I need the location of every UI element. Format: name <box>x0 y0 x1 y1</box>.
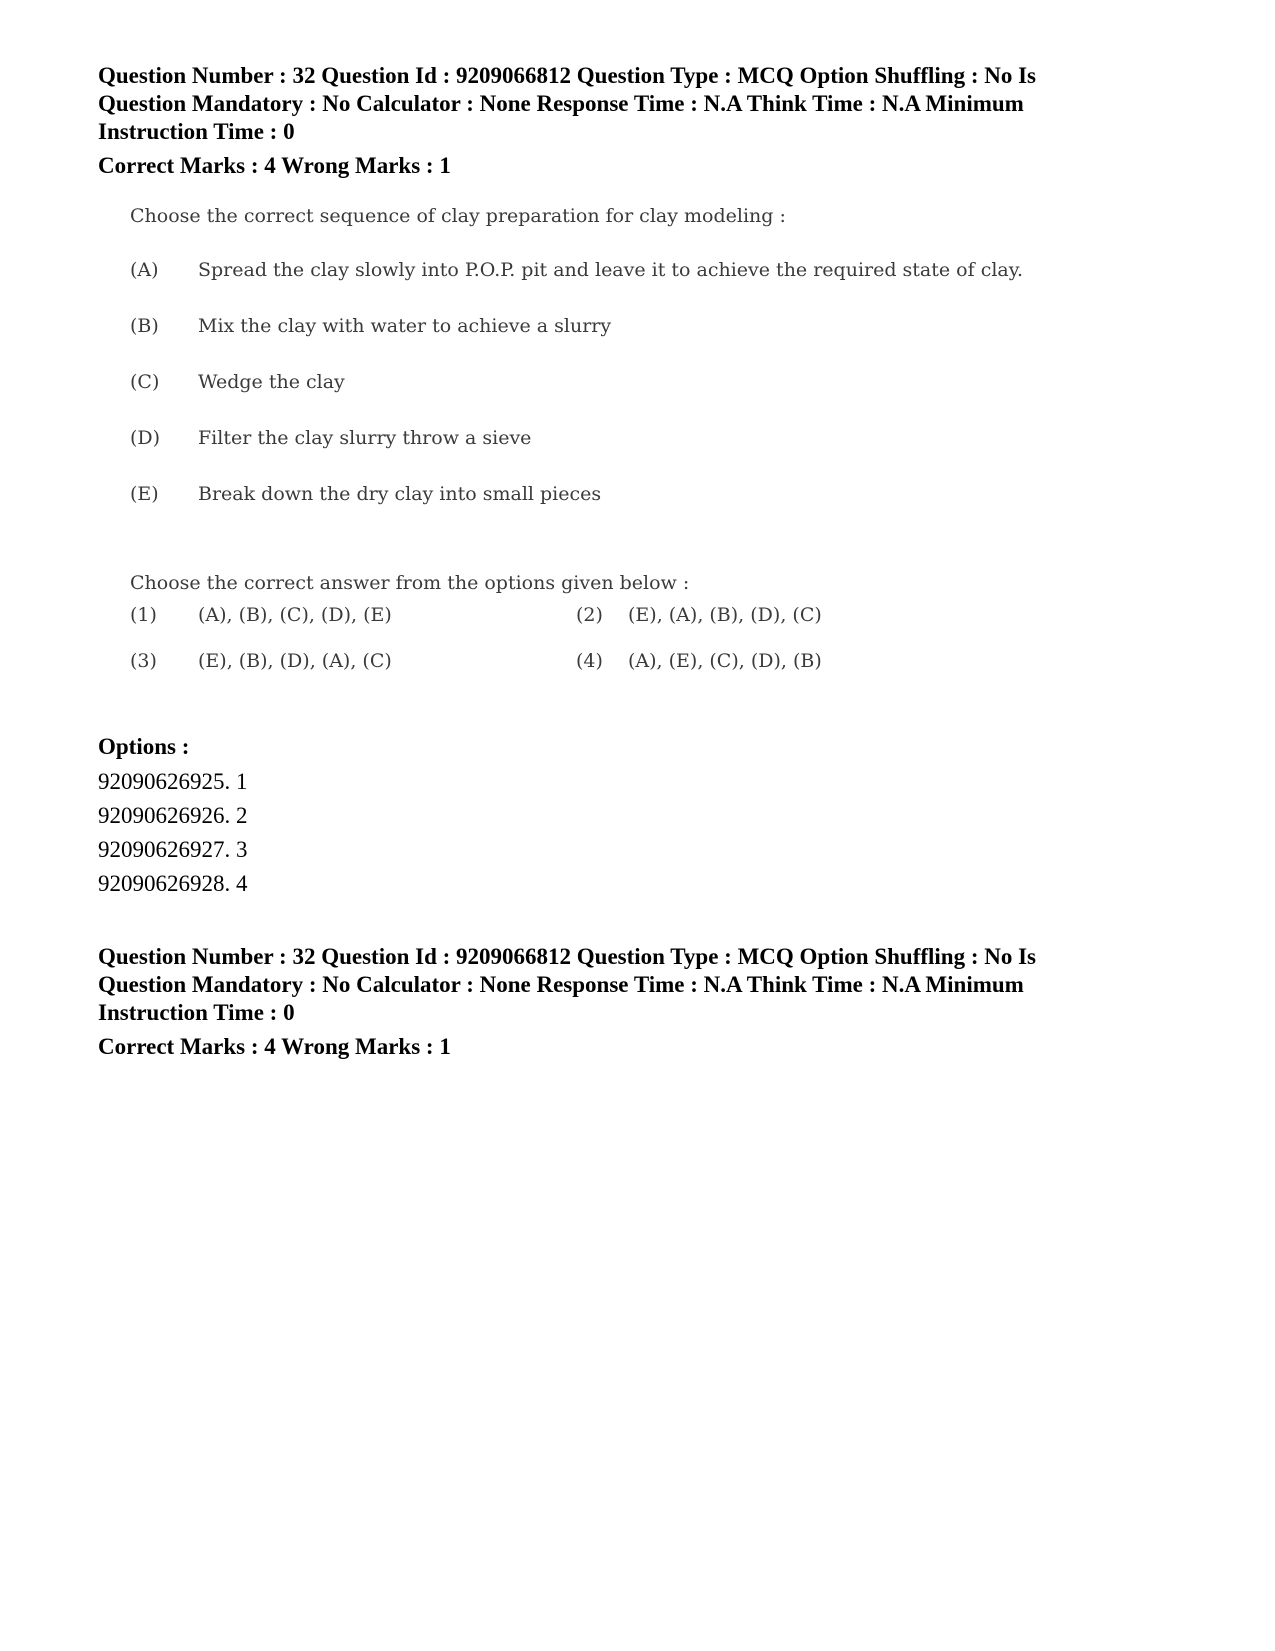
answer-option-text: (A), (E), (C), (D), (B) <box>628 650 822 672</box>
question-stem: Choose the correct sequence of clay preparation for clay modeling : <box>130 205 786 227</box>
answer-option-1 <box>130 604 392 626</box>
answer-option-3 <box>130 650 392 672</box>
question-header <box>98 62 1128 180</box>
statement-label: (B) <box>130 315 159 337</box>
next-question-header <box>98 943 1128 1061</box>
answer-option-number: (2) <box>576 604 603 626</box>
answer-option-4 <box>576 650 822 672</box>
option-item: 92090626925. 1 <box>98 769 248 794</box>
statement-text: Filter the clay slurry throw a sieve <box>198 427 532 449</box>
option-item: 92090626928. 4 <box>98 871 248 896</box>
statement-label: (A) <box>130 259 159 281</box>
options-section <box>98 733 248 901</box>
answer-option-text: (E), (B), (D), (A), (C) <box>198 650 392 672</box>
options-title: Options : <box>98 734 190 759</box>
answer-instruction: Choose the correct answer from the options given below : <box>130 572 690 594</box>
statement-label: (D) <box>130 427 161 449</box>
statement-label: (C) <box>130 371 160 393</box>
option-item: 92090626926. 2 <box>98 803 248 828</box>
statement-text: Break down the dry clay into small pieces <box>198 483 602 505</box>
options-list <box>98 765 248 901</box>
answer-option-text: (E), (A), (B), (D), (C) <box>628 604 822 626</box>
statement-text: Mix the clay with water to achieve a slurry <box>198 315 612 337</box>
statement-text: Spread the clay slowly into P.O.P. pit and leave it to achieve the required state of clay. <box>198 259 1023 281</box>
answer-option-number: (3) <box>130 650 157 672</box>
statement-d <box>130 427 531 449</box>
question-meta: Question Number : 32 Question Id : 9209066812 Question Type : MCQ Option Shuffling : No Is Question Mandatory : No Calculator : None Response Time : N.A Think Time : N.A Minimum Instruction Time : 0 <box>98 944 1037 1025</box>
question-marks: Correct Marks : 4 Wrong Marks : 1 <box>98 153 451 178</box>
statement-e <box>130 483 601 505</box>
statement-text: Wedge the clay <box>198 371 345 393</box>
option-item: 92090626927. 3 <box>98 837 248 862</box>
answer-option-number: (4) <box>576 650 603 672</box>
question-meta: Question Number : 32 Question Id : 9209066812 Question Type : MCQ Option Shuffling : No Is Question Mandatory : No Calculator : None Response Time : N.A Think Time : N.A Minimum Instruction Time : 0 <box>98 63 1037 144</box>
statement-label: (E) <box>130 483 159 505</box>
statement-a <box>130 259 1023 281</box>
statement-b <box>130 315 611 337</box>
statement-c <box>130 371 345 393</box>
question-marks: Correct Marks : 4 Wrong Marks : 1 <box>98 1034 451 1059</box>
answer-option-text: (A), (B), (C), (D), (E) <box>198 604 392 626</box>
answer-option-number: (1) <box>130 604 157 626</box>
answer-option-2 <box>576 604 822 626</box>
question-body <box>130 205 1090 720</box>
